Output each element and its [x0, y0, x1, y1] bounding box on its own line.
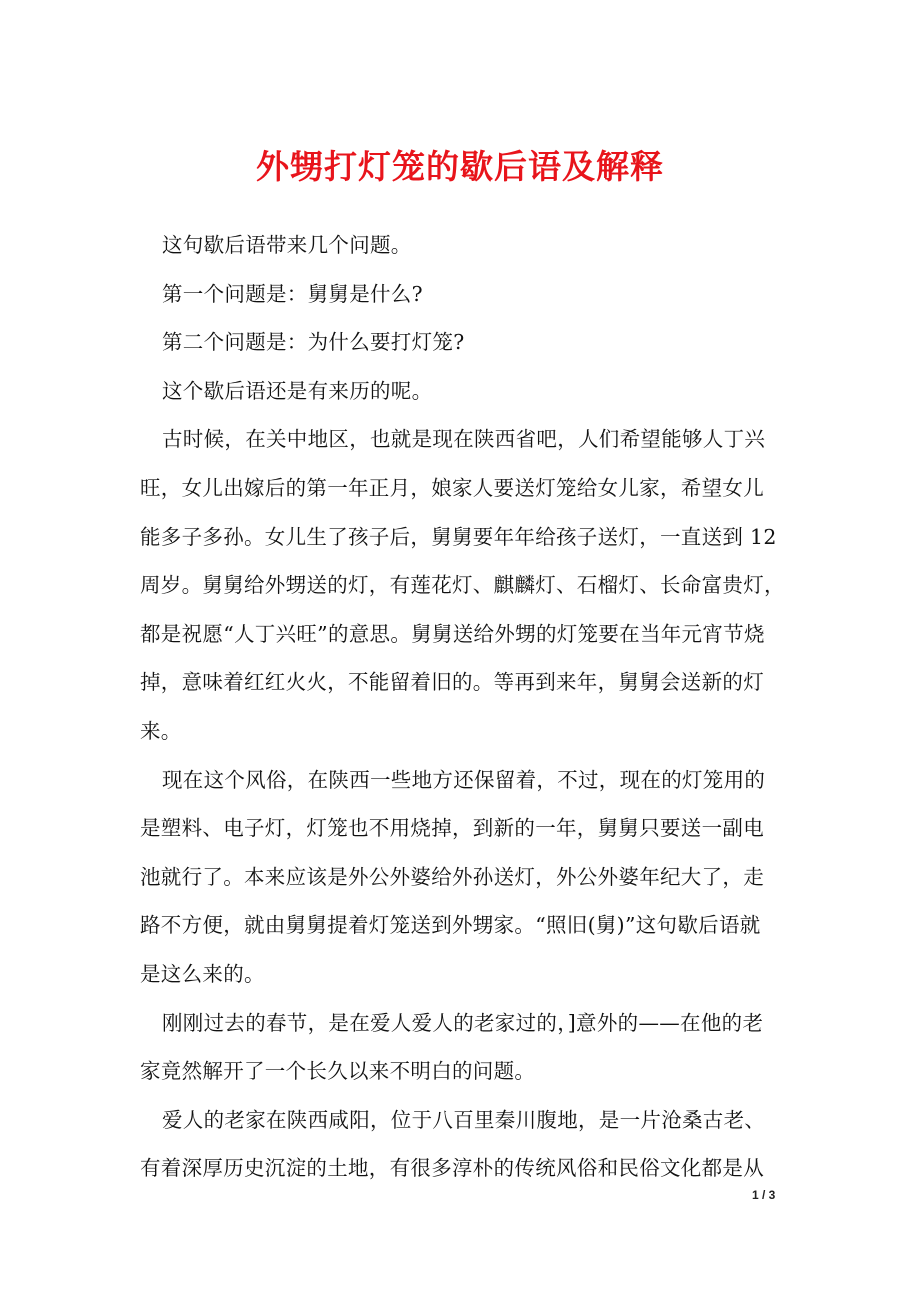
text-line: 来。 — [140, 718, 182, 743]
text-line: 旺，女儿出嫁后的第一年正月，娘家人要送灯笼给女儿家，希望女儿 — [140, 475, 764, 500]
paragraph — [140, 756, 790, 999]
text-line: 掉，意味着红红火火，不能留着旧的。等再到来年，舅舅会送新的灯 — [140, 670, 764, 695]
text-line: 是塑料、电子灯，灯笼也不用烧掉，到新的一年，舅舅只要送一副电 — [140, 816, 764, 841]
paragraph — [140, 221, 790, 270]
text-line: 古时候，在关中地区，也就是现在陕西省吧，人们希望能够人丁兴 — [162, 427, 766, 452]
paragraph — [140, 270, 790, 319]
text-line: 池就行了。本来应该是外公外婆给外孙送灯，外公外婆年纪大了，走 — [140, 864, 764, 889]
paragraph — [140, 999, 790, 1096]
text-line: 这句歇后语带来几个问题。 — [162, 233, 412, 257]
text-line: 现在这个风俗，在陕西一些地方还保留着，不过，现在的灯笼用的 — [162, 767, 766, 792]
text-line: 能多子多孙。女儿生了孩子后，舅舅要年年给孩子送灯，一直送到 12 — [140, 524, 777, 549]
document-title: 外甥打灯笼的歇后语及解释 — [256, 147, 664, 186]
text-line: 家竟然解开了一个长久以来不明白的问题。 — [140, 1059, 536, 1084]
text-line: 第一个问题是：舅舅是什么? — [162, 281, 423, 306]
text-line: 这个歇后语还是有来历的呢。 — [162, 378, 433, 403]
text-line: 刚刚过去的春节，是在爱人爱人的老家过的，]意外的——在他的老 — [162, 1010, 764, 1035]
text-line: 有着深厚历史沉淀的土地，有很多淳朴的传统风俗和民俗文化都是从 — [140, 1156, 764, 1181]
paragraph — [140, 1096, 790, 1193]
paragraph — [140, 367, 790, 416]
text-line: 周岁。舅舅给外甥送的灯，有莲花灯、麒麟灯、石榴灯、长命富贵灯， — [140, 573, 785, 598]
paragraph — [140, 318, 790, 367]
text-line: 爱人的老家在陕西咸阳，位于八百里秦川腹地，是一片沧桑古老、 — [162, 1107, 766, 1132]
page-number: 1 / 3 — [752, 1188, 776, 1202]
paragraph — [140, 415, 790, 755]
text-line: 都是祝愿“人丁兴旺”的意思。舅舅送给外甥的灯笼要在当年元宵节烧 — [140, 621, 765, 646]
document-body — [140, 221, 790, 1193]
text-line: 路不方便，就由舅舅提着灯笼送到外甥家。“照旧(舅)”这句歇后语就 — [140, 913, 761, 938]
text-line: 第二个问题是：为什么要打灯笼? — [162, 330, 465, 355]
text-line: 是这么来的。 — [140, 961, 265, 986]
